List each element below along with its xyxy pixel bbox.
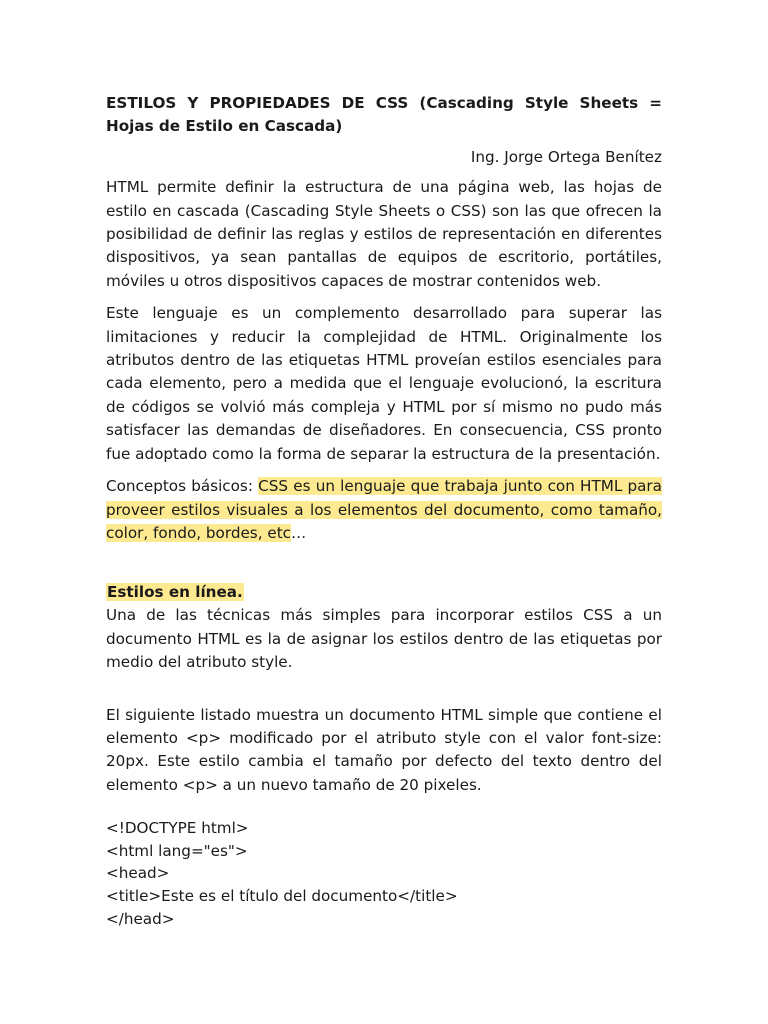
section-paragraph-inline-styles: Una de las técnicas más simples para incorporar estilos CSS a un documento HTML es la de asignar los estilos dentro de las etiquetas por medio del atributo style. [106,606,662,672]
code-line: </head> [106,909,175,928]
section-heading [106,581,662,604]
concepts-ellipsis: … [291,523,307,542]
code-listing [106,817,662,930]
spacer [106,684,662,704]
intro-paragraph: HTML permite definir la estructura de una página web, las hojas de estilo en cascada (Cascading Style Sheets o CSS) son las que ofrecen la posibilidad de definir las reglas y estilos de representación en diferentes dispositivos, ya sean pantallas de equipos de escritorio, portátiles, móviles u otros dispositivos capaces de mostrar contenidos web. [106,178,662,290]
code-line: <title>Este es el título del documento</title> [106,886,458,905]
section-paragraph-listing: El siguiente listado muestra un documento HTML simple que contiene el elemento <p> modificado por el atributo style con el valor font-size: 20px. Este estilo cambia el tamaño por defecto del texto dentro del elemento <p> a un nuevo tamaño de 20 pixeles. [106,705,662,794]
code-line: <head> [106,864,170,883]
concepts-label: Conceptos básicos: [106,477,259,496]
code-line: <!DOCTYPE html> [106,819,249,838]
document-title: ESTILOS Y PROPIEDADES DE CSS (Cascading Style Sheets = Hojas de Estilo en Cascada) [106,94,662,136]
document-page [106,92,662,930]
concepts-highlight: CSS es un lenguaje que trabaja junto con HTML para proveer estilos visuales a los elementos del documento, como tamaño, color, fondo, bordes, etc [106,477,662,542]
section-heading-text: Estilos en línea. [107,583,243,602]
history-paragraph: Este lenguaje es un complemento desarrollado para superar las limitaciones y reducir la complejidad de HTML. Originalmente los atributos dentro de las etiquetas HTML proveían estilos esenciales para cada elemento, pero a medida que el lenguaje evolucionó, la escritura de códigos se volvió más compleja y HTML por sí mismo no pudo más satisfacer las demandas de diseñadores. En consecuencia, CSS pronto fue adoptado como la forma de separar la estructura de la presentación. [106,304,662,463]
concepts-paragraph [106,475,662,545]
code-line: <html lang="es"> [106,841,248,860]
document-author: Ing. Jorge Ortega Benítez [470,147,662,166]
